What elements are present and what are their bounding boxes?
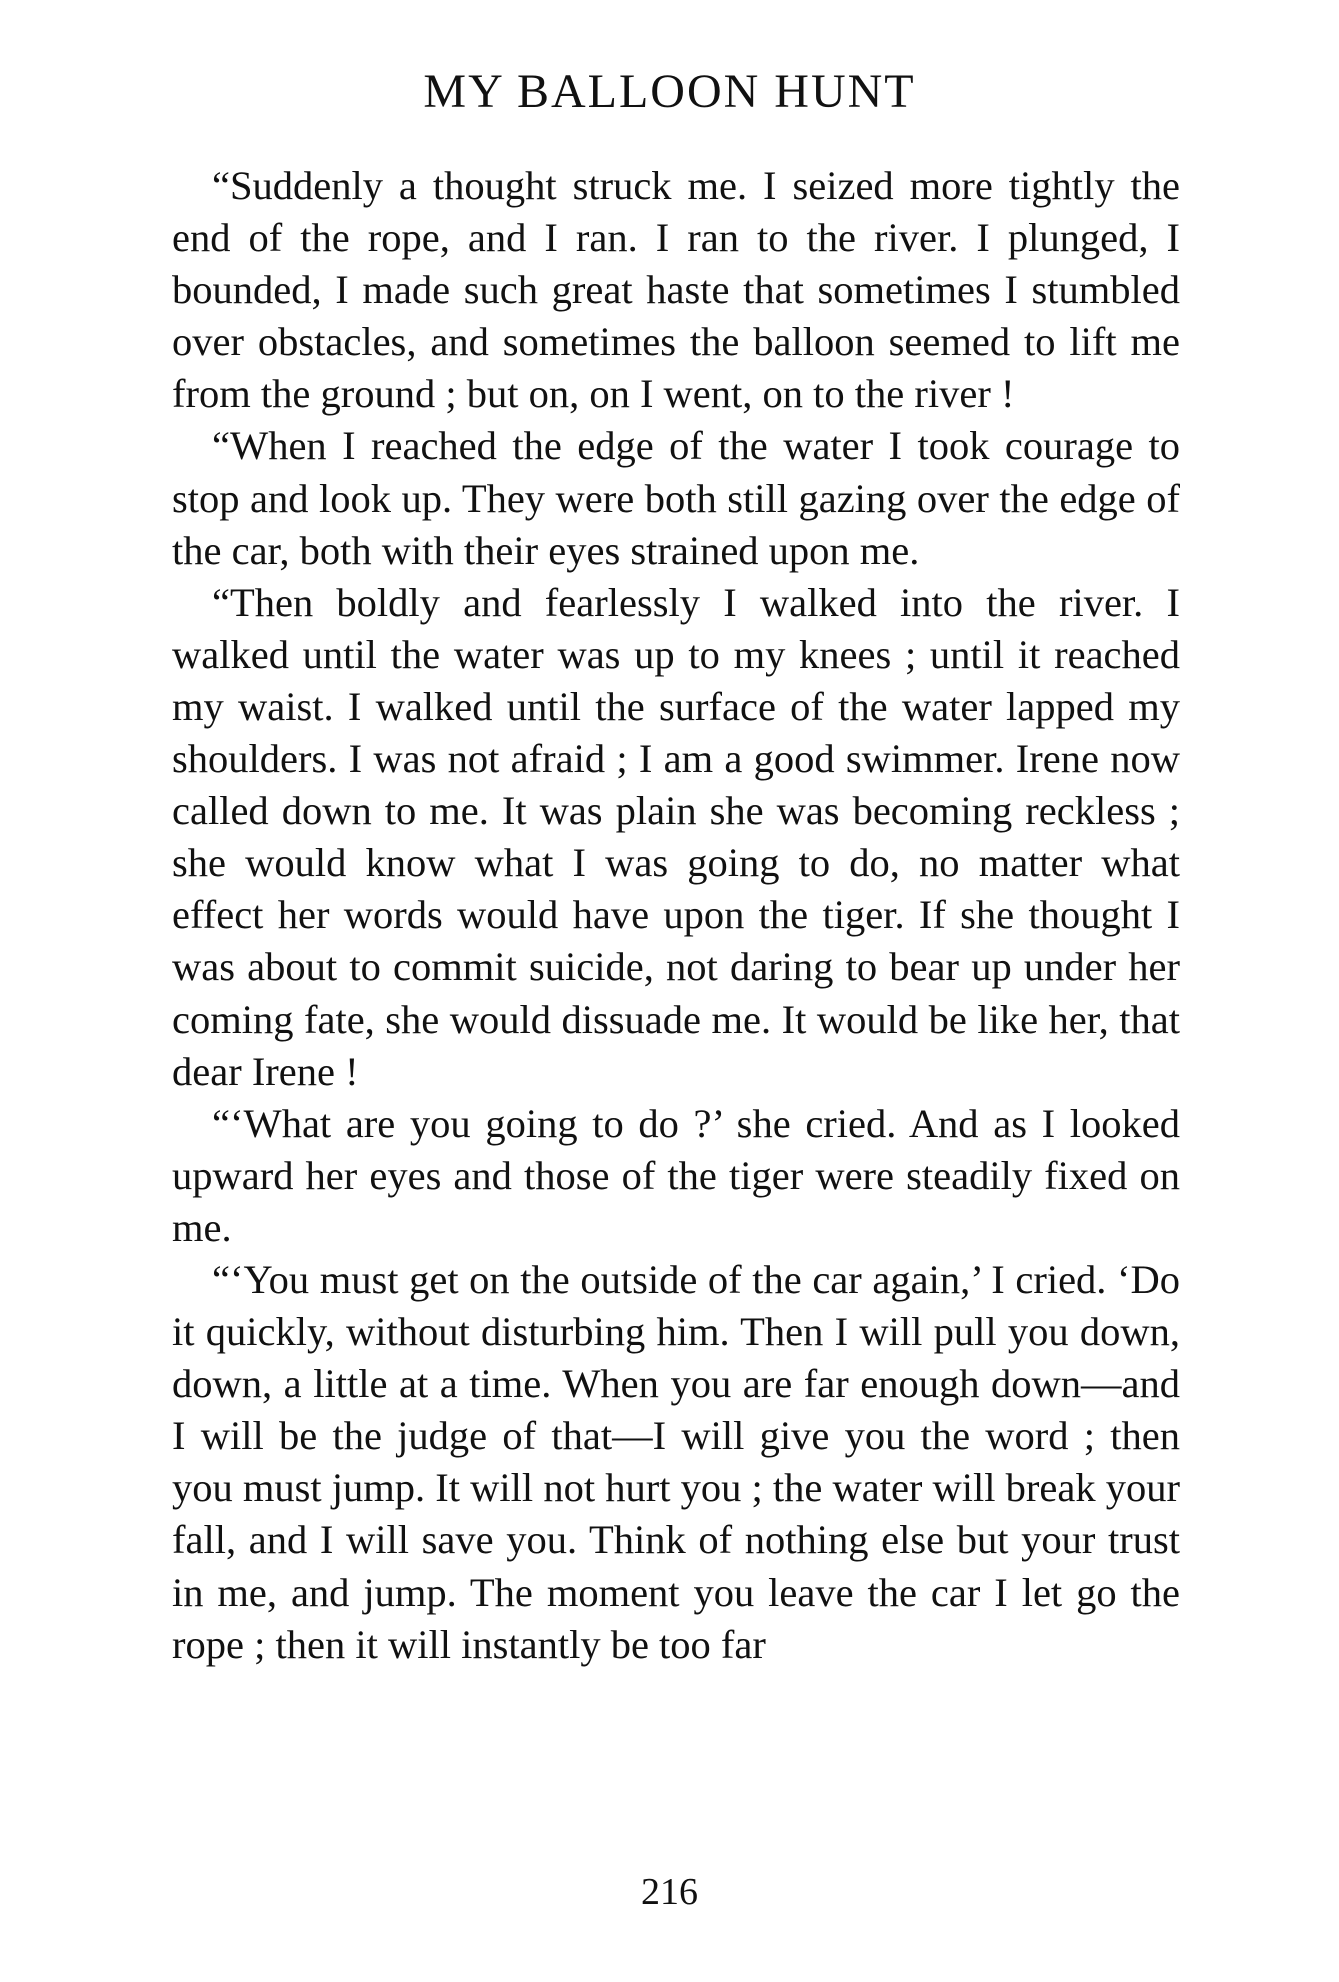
paragraph-2: “When I reached the edge of the water I took courage to stop and look up. They were both still gazing over the edge of the car, both with their eyes strained upon me.: [172, 423, 1180, 573]
page-number: 216: [641, 1871, 698, 1913]
paragraph-3: “Then boldly and fearlessly I walked into the river. I walked until the water was up to my knees ; until it reached my waist. I walked until the surface of the water lapped my shoulders. I was not afraid ; I am a good swimmer. Irene now called down to me. It was plain she was becoming reckless ; she would know what I was going to do, no matter what effect her words would have upon the tiger. If she thought I was about to commit suicide, not daring to bear up under her coming fate, she would dissuade me. It would be like her, that dear Irene !: [172, 579, 1180, 1094]
paragraph-5: “‘You must get on the outside of the car again,’ I cried. ‘Do it quickly, without disturbing him. Then I will pull you down, down, a little at a time. When you are far enough down—and I will be the judge of that—I will give you the word ; then you must jump. It will not hurt you ; the water will break your fall, and I will save you. Think of nothing else but your trust in me, and jump. The moment you leave the car I let go the rope ; then it will instantly be too far: [172, 1256, 1180, 1667]
paragraph-1: “Suddenly a thought struck me. I seized more tightly the end of the rope, and I ran. I ran to the river. I plunged, I bounded, I made such great haste that sometimes I stumbled over obstacles, and sometimes the balloon seemed to lift me from the ground ; but on, on I went, on to the river !: [172, 163, 1180, 417]
paragraph-4: “‘What are you going to do ?’ she cried. And as I looked upward her eyes and those of the tiger were steadily fixed on me.: [172, 1100, 1180, 1250]
running-head: MY BALLOON HUNT: [423, 65, 916, 118]
body-text: [172, 160, 1180, 1671]
